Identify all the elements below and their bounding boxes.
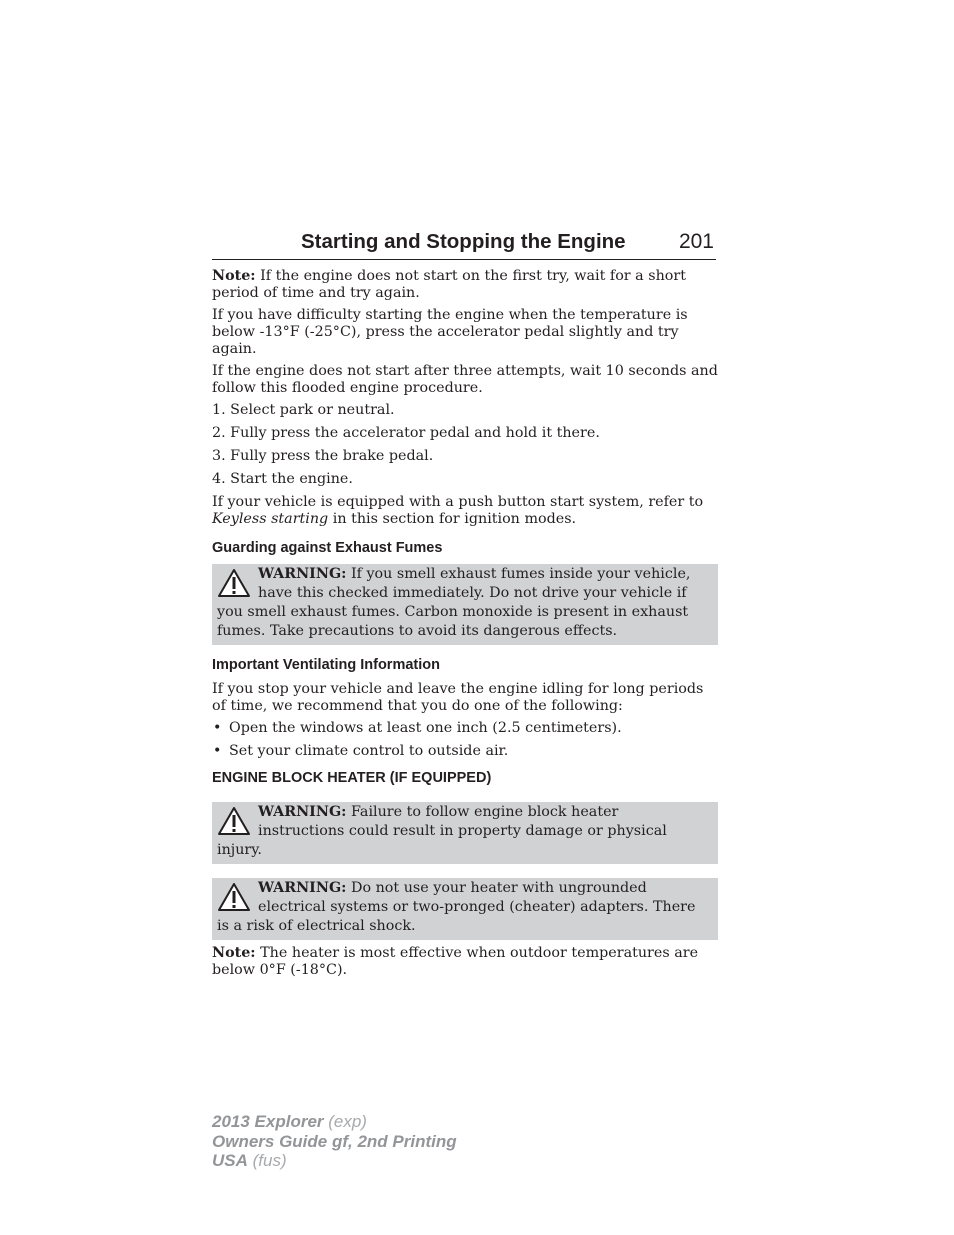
list-item-text: Open the windows at least one inch (2.5 centimeters). [229,720,622,736]
page-title: Starting and Stopping the Engine [301,230,626,253]
paragraph-flooded-engine: If the engine does not start after three attempts, wait 10 seconds and follow this flooded engine procedure. [212,363,718,396]
bullet-dot: • [213,743,222,759]
note-text: The heater is most effective when outdoor temperatures are below 0°F (-18°C). [212,945,699,978]
paragraph-cold-start: If you have difficulty starting the engine when the temperature is below -13°F (-25°C), press the accelerator pedal slightly and try again. [212,307,688,357]
list-item [212,720,718,737]
ventilating-list [212,720,718,760]
footer-line-market [212,1151,457,1171]
bullet-dot: • [213,720,222,736]
footer-market: USA [212,1151,248,1170]
step-2: 2. Fully press the accelerator pedal and hold it there. [212,425,600,441]
page-header [212,229,716,260]
page-content [212,268,718,984]
warning-triangle-icon [217,882,251,912]
footer-market-code: (fus) [247,1151,287,1170]
note-heater-effective [212,945,718,979]
warning-triangle-icon [217,806,251,836]
footer-line-guide [212,1132,457,1152]
note-label: Note: [212,945,256,961]
warning-triangle-icon [217,568,251,598]
heading-engine-block-heater: ENGINE BLOCK HEATER (IF EQUIPPED) [212,770,492,786]
page-number: 201 [678,230,714,253]
paragraph-push-button [212,494,718,528]
warning-box-exhaust [212,564,718,645]
warning-label: WARNING: [258,804,347,820]
footer-guide: Owners Guide gf, 2nd Printing [212,1131,457,1151]
push-button-text-before: If your vehicle is equipped with a push button start system, refer to [212,494,704,510]
footer-line-model [212,1112,457,1132]
footer-model: 2013 Explorer [212,1112,324,1131]
footer-model-code: (exp) [323,1112,367,1131]
keyless-starting-reference: Keyless starting [212,511,329,527]
push-button-text-after: in this section for ignition modes. [328,511,577,527]
note-text: If the engine does not start on the first try, wait for a short period of time and try again. [212,268,686,301]
warning-box-ungrounded [212,878,718,940]
note-label: Note: [212,268,256,284]
list-item-text: Set your climate control to outside air. [229,743,509,759]
warning-box-heater-instructions [212,802,718,864]
step-4: 4. Start the engine. [212,471,353,487]
warning-text: Failure to follow engine block heater instructions could result in property damage or physical injury. [217,804,667,858]
page-footer [212,1112,457,1171]
heading-exhaust-fumes: Guarding against Exhaust Fumes [212,540,443,556]
warning-text: Do not use your heater with ungrounded electrical systems or two-pronged (cheater) adapters. There is a risk of electrical shock. [217,880,696,934]
step-1: 1. Select park or neutral. [212,402,395,418]
warning-label: WARNING: [258,566,347,582]
warning-text: If you smell exhaust fumes inside your vehicle, have this checked immediately. Do not drive your vehicle if you smell exhaust fumes. Carbon monoxide is present in exhaust fumes. Take precautions to avoid its dangerous effects. [217,566,691,639]
list-item [212,743,718,760]
paragraph-idling: If you stop your vehicle and leave the engine idling for long periods of time, we recommend that you do one of the following: [212,681,704,714]
note-first-try [212,268,718,302]
warning-label: WARNING: [258,880,347,896]
heading-ventilating: Important Ventilating Information [212,657,440,673]
step-3: 3. Fully press the brake pedal. [212,448,434,464]
